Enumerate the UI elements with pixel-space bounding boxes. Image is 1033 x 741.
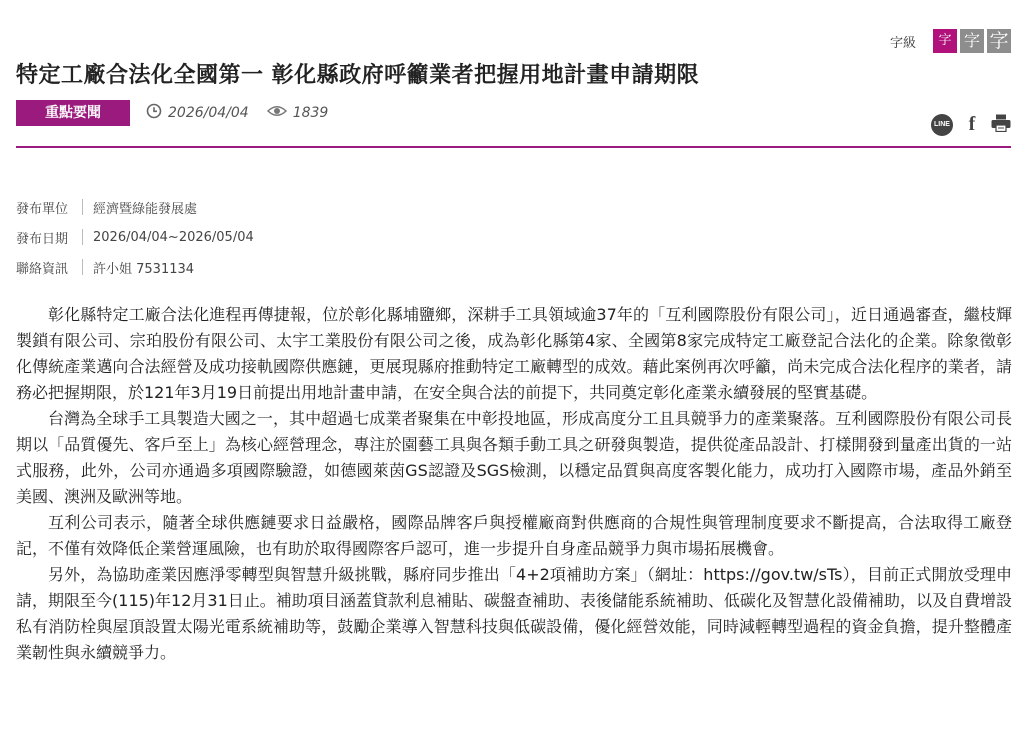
category-badge: 重點要聞 <box>16 100 130 126</box>
info-value: 許小姐 7531134 <box>93 261 195 277</box>
share-bar <box>919 113 1011 136</box>
info-key: 聯絡資訊 <box>16 261 69 277</box>
publish-date <box>146 103 249 123</box>
info-row-unit <box>16 192 254 222</box>
info-row-contact <box>16 252 254 282</box>
article-body <box>16 302 1012 666</box>
view-count-text: 1839 <box>292 105 329 121</box>
line-icon: LINE <box>934 121 950 128</box>
view-count <box>267 104 329 122</box>
font-size-label: 字級 <box>889 35 916 51</box>
font-size-small-button[interactable]: 字 <box>933 29 957 53</box>
facebook-share-button[interactable] <box>965 113 979 136</box>
line-share-button[interactable] <box>931 114 953 136</box>
publish-date-text: 2026/04/04 <box>168 105 249 121</box>
page-title: 特定工廠合法化全國第一 彰化縣政府呼籲業者把握用地計畫申請期限 <box>16 63 700 88</box>
printer-icon <box>991 114 1011 136</box>
info-row-date <box>16 222 254 252</box>
info-separator <box>82 199 83 215</box>
info-key: 發布日期 <box>16 231 69 247</box>
eye-icon <box>267 104 287 122</box>
facebook-icon: f <box>968 113 976 135</box>
font-size-medium-button[interactable]: 字 <box>960 29 984 53</box>
info-value: 2026/04/04~2026/05/04 <box>93 229 254 245</box>
article-paragraph: 台灣為全球手工具製造大國之一，其中超過七成業者聚集在中彰投地區，形成高度分工且具競爭力的產業聚落。互利國際股份有限公司長期以「品質優先、客戶至上」為核心經營理念，專注於園藝工具與各類手動工具之研發與製造，提供從產品設計、打樣開發到量產出貨的一站式服務，此外，公司亦通過多項國際驗證，如德國萊茵GS認證及SGS檢測，以穩定品質與高度客製化能力，成功打入國際市場，產品外銷至美國、澳洲及歐洲等地。 <box>16 409 1012 506</box>
info-separator <box>82 259 83 275</box>
article-meta <box>16 100 328 126</box>
article-paragraph: 另外，為協助產業因應淨零轉型與智慧升級挑戰，縣府同步推出「4+2項補助方案」（網址：https://gov.tw/sTs），目前正式開放受理申請，期限至今(115)年12月31日止。補助項目涵蓋貸款利息補貼、碳盤查補助、表後儲能系統補助、低碳化及智慧化設備補助，以及自費增設私有消防栓與屋頂設置太陽光電系統補助等，鼓勵企業導入智慧科技與低碳設備，優化經營效能，同時減輕轉型過程的資金負擔，提升整體產業韌性與永續競爭力。 <box>16 565 1012 662</box>
article-paragraph: 彰化縣特定工廠合法化進程再傳捷報，位於彰化縣埔鹽鄉，深耕手工具領域逾37年的「互利國際股份有限公司」，近日通過審查，繼枝輝製鎖有限公司、宗珀股份有限公司、太宇工業股份有限公司之後，成為彰化縣第4家、全國第8家完成特定工廠登記合法化的企業。除象徵彰化傳統產業邁向合法經營及成功接軌國際供應鏈，更展現縣府推動特定工廠轉型的成效。藉此案例再次呼籲，尚未完成合法化程序的業者，請務必把握期限，於121年3月19日前提出用地計畫申請，在安全與合法的前提下，共同奠定彰化產業永續發展的堅實基礎。 <box>16 305 1012 402</box>
font-size-large-button[interactable]: 字 <box>987 29 1011 53</box>
title-divider <box>16 146 1011 148</box>
info-separator <box>82 229 83 245</box>
font-size-control <box>890 29 1011 53</box>
clock-icon <box>146 103 162 123</box>
info-key: 發布單位 <box>16 201 69 217</box>
article-paragraph: 互利公司表示，隨著全球供應鏈要求日益嚴格，國際品牌客戶與授權廠商對供應商的合規性與管理制度要求不斷提高，合法取得工廠登記，不僅有效降低企業營運風險，也有助於取得國際客戶認可，進一步提升自身產品競爭力與市場拓展機會。 <box>16 513 1012 558</box>
info-value: 經濟暨綠能發展處 <box>93 201 198 217</box>
release-info <box>16 192 254 282</box>
print-button[interactable] <box>991 114 1011 136</box>
